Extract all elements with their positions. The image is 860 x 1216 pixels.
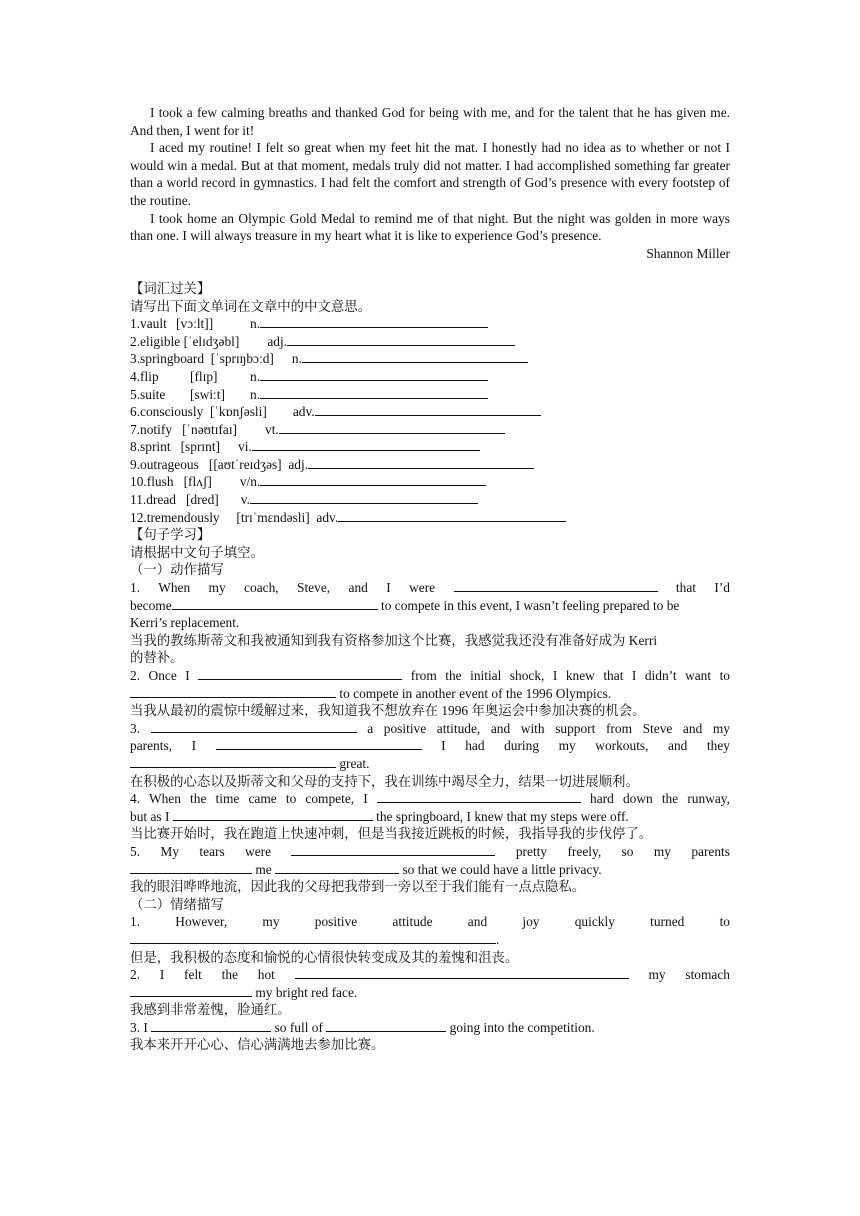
vocab-item: [130, 315, 730, 333]
answer-blank[interactable]: [454, 579, 658, 592]
vocab-ipa: [trɪˈmɛndəsli]: [236, 509, 310, 525]
document-page: [130, 104, 730, 1054]
vocab-ipa: [dred]: [186, 492, 219, 508]
vocab-item: [130, 509, 730, 527]
vocab-heading: 【词汇过关】: [130, 280, 211, 296]
answer-blank[interactable]: [151, 1019, 271, 1032]
answer-blank[interactable]: [295, 966, 629, 979]
answer-blank[interactable]: [130, 931, 496, 944]
vocab-instruction: 请写出下面文单词在文章中的中文意思。: [130, 298, 372, 314]
sentence-text: to compete in this event, I wasn’t feeling prepared to be: [381, 597, 680, 613]
sentence-1-translation-cont: 的替补。: [130, 650, 184, 666]
vocab-ipa: [flʌʃ]: [183, 474, 212, 490]
vocab-word: 6.consciously: [130, 404, 204, 420]
sentence-3-line-1: [130, 720, 730, 738]
sentence-text: going into the competition.: [449, 1019, 595, 1035]
sentence-text: to compete in another event of the 1996 Olympics.: [339, 685, 612, 701]
sentence-text: 2. Once I: [130, 668, 190, 683]
vocab-item: [130, 421, 730, 439]
sentence-text: I had during my workouts, and they: [441, 738, 730, 754]
author-signature: Shannon Miller: [646, 245, 730, 261]
answer-blank[interactable]: [130, 984, 252, 997]
vocab-pos: n.: [250, 368, 261, 384]
answer-blank[interactable]: [338, 509, 566, 522]
vocab-pos: v.: [240, 492, 250, 508]
sentence-4-translation: 当比赛开始时，我在跑道上快速冲刺，但是当我接近跳板的时候，我指导我的步伐停了。: [130, 826, 653, 842]
sentence-text: the springboard, I knew that my steps were off.: [376, 808, 629, 824]
emotion-3-translation: 我本来开开心心、信心满满地去参加比赛。: [130, 1037, 385, 1053]
passage-paragraph-3: I took home an Olympic Gold Medal to remind me of that night. But the night was golden in more ways than one. I will always treasure in my heart what it is like to experience God’s presence.: [130, 210, 730, 244]
sentence-4-line-2: [130, 808, 730, 826]
vocab-item: [130, 368, 730, 386]
sentence-1-line-3: Kerri’s replacement.: [130, 615, 240, 631]
vocab-word: 10.flush: [130, 474, 174, 490]
vocab-pos: vi.: [238, 439, 252, 455]
sentence-1-line-2: [130, 597, 730, 615]
sentence-3-translation: 在积极的心态以及斯蒂文和父母的支持下，我在训练中竭尽全力，结果一切进展顺利。: [130, 773, 639, 789]
vocab-ipa: [ˈsprɪŋbɔːd]: [210, 351, 274, 367]
vocab-word: 1.vault: [130, 316, 167, 332]
answer-blank[interactable]: [250, 491, 478, 504]
emotion-1-line-2: .: [130, 931, 730, 949]
answer-blank[interactable]: [315, 403, 541, 416]
answer-blank[interactable]: [151, 720, 357, 733]
vocab-pos: adj.: [267, 333, 288, 349]
sentence-text: me: [255, 861, 272, 877]
vocab-word: 2.eligible: [130, 333, 181, 349]
sentence-text: 5. My tears were: [130, 843, 272, 859]
sentence-text: 3. I: [130, 1019, 148, 1035]
section-action-title: （一）动作描写: [130, 562, 224, 578]
vocab-ipa: [vɔːlt]]: [176, 316, 214, 332]
answer-blank[interactable]: [130, 685, 336, 698]
vocab-word: 11.dread: [130, 492, 176, 508]
vocab-pos: n.: [250, 386, 261, 402]
sentence-text: so that we could have a little privacy.: [402, 861, 602, 877]
sentence-text: 4. When the time came to compete, I: [130, 791, 368, 807]
answer-blank[interactable]: [275, 861, 399, 874]
answer-blank[interactable]: [260, 315, 488, 328]
vocab-pos: vt.: [265, 421, 279, 437]
vocab-ipa: [ˈnəʊtɪfaɪ]: [182, 421, 238, 437]
sentence-1-translation: 当我的教练斯蒂文和我被通知到我有资格参加这个比赛，我感觉我还没有准备好成为 Kerri: [130, 632, 658, 648]
sentence-5-line-2: [130, 861, 730, 879]
sentence-2-line-2: [130, 685, 730, 703]
sentence-text: become: [130, 597, 172, 613]
emotion-1-translation: 但是，我积极的态度和愉悦的心情很快转变成及其的羞愧和沮丧。: [130, 949, 519, 965]
vocab-ipa: [ˈkɒnʃəsli]: [209, 404, 267, 420]
vocab-pos: adv.: [316, 509, 339, 525]
vocab-word: 5.suite: [130, 386, 166, 402]
vocab-item: [130, 491, 730, 509]
vocab-word: 4.flip: [130, 368, 159, 384]
vocab-pos: adj.: [288, 456, 309, 472]
sentence-instruction: 请根据中文句子填空。: [130, 544, 264, 560]
answer-blank[interactable]: [308, 456, 534, 469]
emotion-1-line-1: 1. However, my positive attitude and joy quickly turned to: [130, 914, 730, 930]
emotion-2-translation: 我感到非常羞愧，脸通红。: [130, 1002, 291, 1018]
sentence-text: my bright red face.: [255, 984, 358, 1000]
section-emotion-title: （二）情绪描写: [130, 896, 224, 912]
sentence-1-line-1: [130, 579, 730, 597]
sentence-5-translation: 我的眼泪哗哗地流，因此我的父母把我带到一旁以至于我们能有一点点隐私。: [130, 879, 586, 895]
vocab-item: [130, 473, 730, 491]
vocab-word: 9.outrageous: [130, 456, 199, 472]
vocab-ipa: [[aʊtˈreɪdʒəs]: [208, 456, 282, 472]
sentence-text: pretty freely, so my parents: [515, 843, 730, 859]
emotion-2-line-1: [130, 966, 730, 984]
vocab-ipa: [flɪp]: [190, 368, 218, 384]
vocab-pos: adv.: [292, 404, 315, 420]
vocab-pos: v/n.: [239, 474, 261, 490]
vocab-word: 7.notify: [130, 421, 173, 437]
answer-blank[interactable]: [291, 843, 495, 856]
vocab-item: [130, 386, 730, 404]
sentence-text: 1. When my coach, Steve, and I were: [130, 580, 436, 596]
vocab-ipa: [swiːt]: [190, 386, 225, 402]
passage-paragraph-2: I aced my routine! I felt so great when my feet hit the mat. I honestly had no idea as to whether or not I would win a medal. But at that moment, medals truly did not matter. I had accomplished something far greater than a world record in gymnastics. I had felt the comfort and strength of God’s presence with every footstep of the routine.: [130, 140, 730, 208]
vocab-pos: n.: [250, 316, 261, 332]
answer-blank[interactable]: [252, 438, 480, 451]
answer-blank[interactable]: [216, 737, 422, 750]
vocab-list: [130, 315, 730, 526]
emotion-2-line-2: [130, 984, 730, 1002]
sentence-text: from the initial shock, I knew that I didn’t want to: [410, 668, 731, 683]
answer-blank[interactable]: [130, 861, 252, 874]
sentence-2-translation: 当我从最初的震惊中缓解过来，我知道我不想放弃在 1996 年奥运会中参加决赛的机会。: [130, 703, 646, 719]
vocab-word: 8.sprint: [130, 439, 171, 455]
sentence-text: that I’d: [675, 580, 731, 596]
vocab-item: [130, 438, 730, 456]
sentence-text: parents, I: [130, 738, 197, 754]
answer-blank[interactable]: [260, 368, 488, 381]
sentence-heading: 【句子学习】: [130, 527, 211, 543]
vocab-item: [130, 333, 730, 351]
sentence-5-line-1: [130, 843, 730, 861]
sentence-text: so full of: [274, 1019, 323, 1035]
answer-blank[interactable]: [287, 333, 515, 346]
answer-blank[interactable]: [377, 790, 581, 803]
sentence-3-line-2: [130, 737, 730, 755]
emotion-3-line-1: [130, 1019, 730, 1037]
passage-paragraph-1: I took a few calming breaths and thanked God for being with me, and for the talent that he has given me. And then, I went for it!: [130, 105, 730, 138]
vocab-word: 3.springboard: [130, 351, 205, 367]
sentence-2-line-1: [130, 667, 730, 685]
vocab-item: [130, 350, 730, 368]
vocab-pos: n.: [291, 351, 302, 367]
sentence-text: hard down the runway,: [590, 791, 730, 807]
vocab-word: 12.tremendously: [130, 509, 220, 525]
answer-blank[interactable]: [260, 473, 486, 486]
sentence-text: 3.: [130, 720, 141, 736]
vocab-ipa: [sprɪnt]: [180, 439, 221, 455]
sentence-4-line-1: [130, 790, 730, 808]
sentence-text: 2. I felt the hot: [130, 967, 275, 983]
vocab-item: [130, 403, 730, 421]
vocab-ipa: [ˈelɪdʒəbl]: [183, 333, 240, 349]
sentence-text: great.: [339, 755, 370, 771]
answer-blank[interactable]: [198, 667, 402, 680]
sentence-3-line-3: [130, 755, 730, 773]
answer-blank[interactable]: [279, 421, 505, 434]
sentence-text: a positive attitude, and with support from Steve and my: [367, 720, 730, 736]
answer-blank[interactable]: [130, 755, 336, 768]
answer-blank[interactable]: [302, 350, 528, 363]
sentence-text: my stomach: [648, 967, 730, 983]
answer-blank[interactable]: [326, 1019, 446, 1032]
answer-blank[interactable]: [173, 808, 373, 821]
answer-blank[interactable]: [260, 386, 488, 399]
answer-blank[interactable]: [172, 597, 378, 610]
sentence-text: but as I: [130, 808, 170, 824]
vocab-item: [130, 456, 730, 474]
